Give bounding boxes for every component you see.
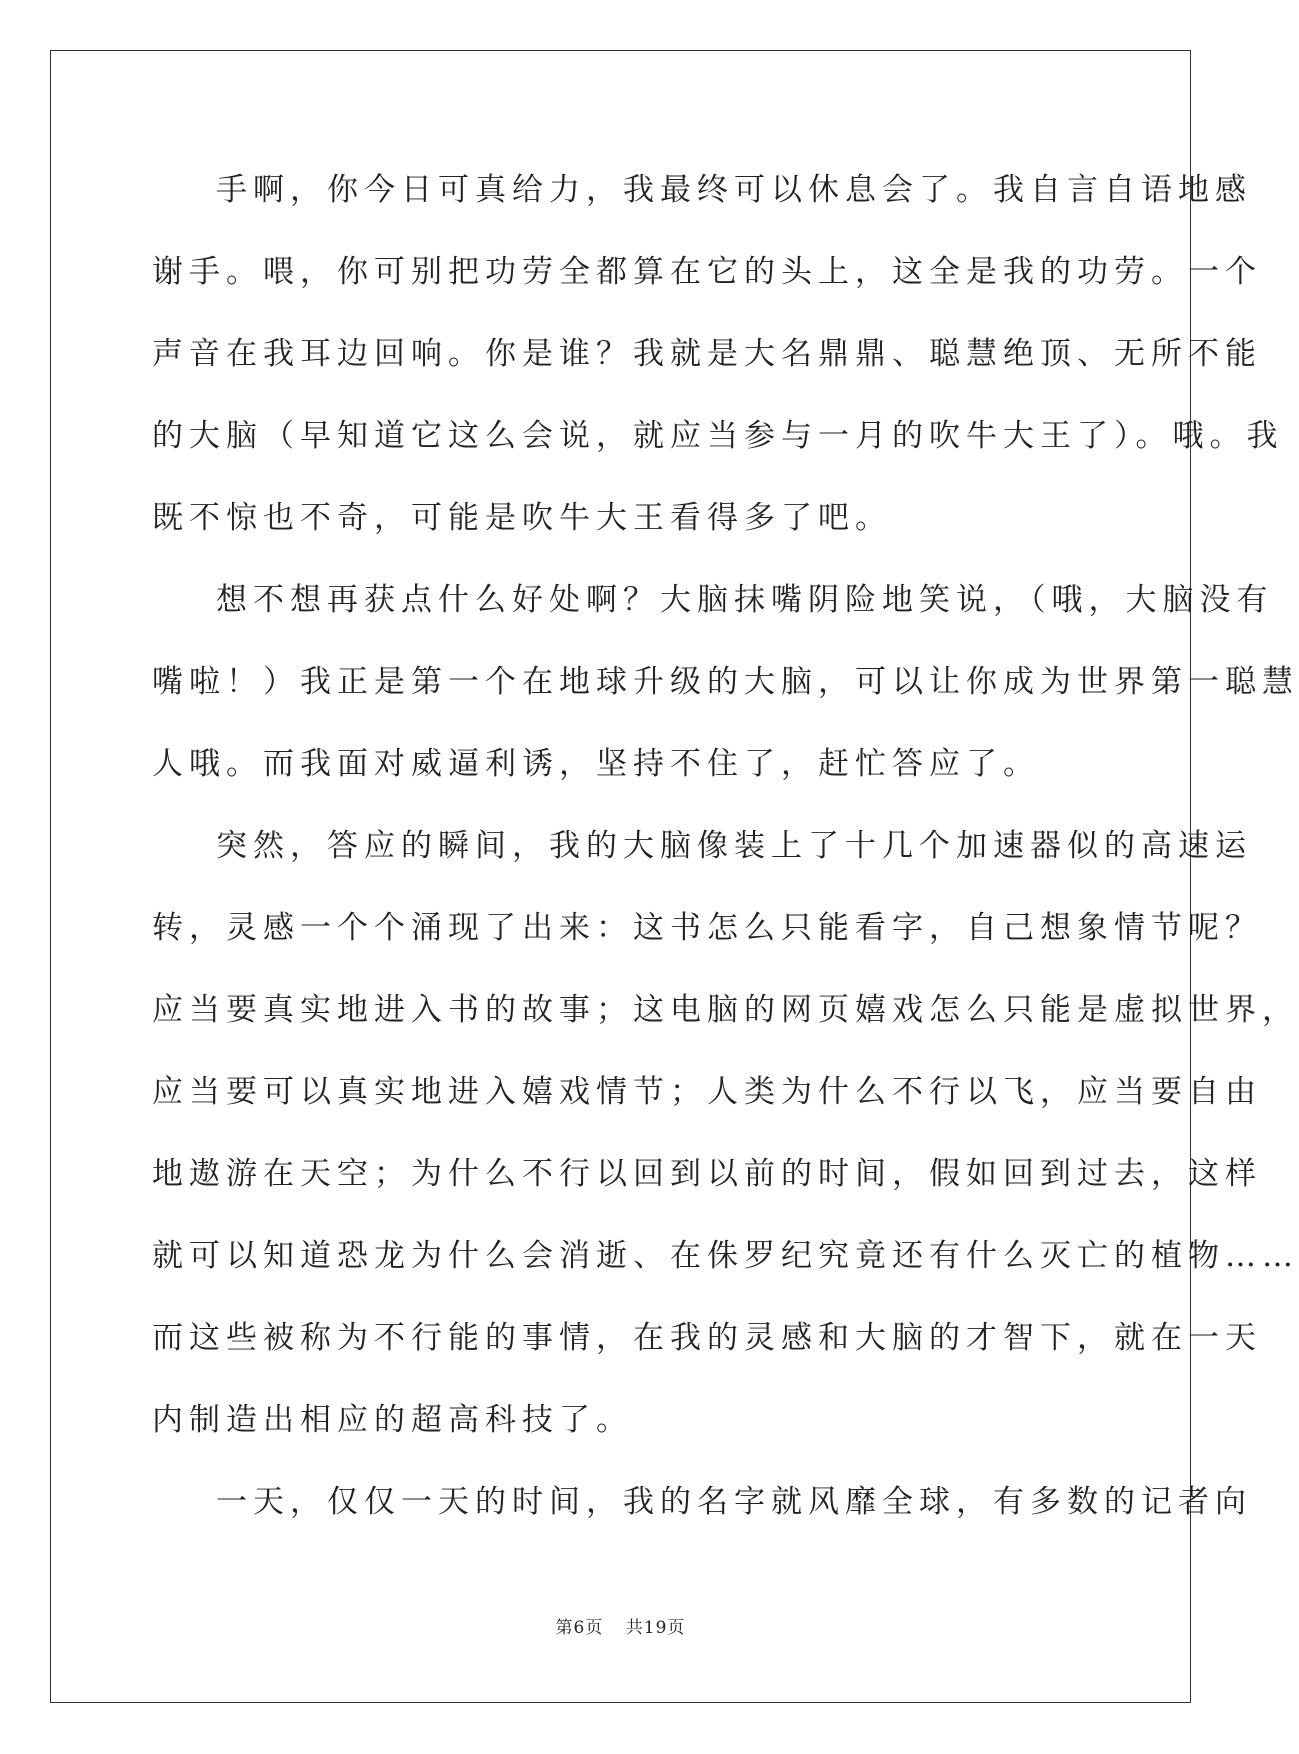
text-line: 声音在我耳边回响。你是谁？我就是大名鼎鼎、聪慧绝顶、无所不能 <box>152 336 1262 372</box>
text-line: 应当要真实地进入书的故事；这电脑的网页嬉戏怎么只能是虚拟世界， <box>152 992 1299 1028</box>
text-line: 应当要可以真实地进入嬉戏情节；人类为什么不行以飞，应当要自由 <box>152 1074 1262 1110</box>
text-line: 突然，答应的瞬间，我的大脑像装上了十几个加速器似的高速运 <box>216 828 1252 864</box>
text-line: 而这些被称为不行能的事情，在我的灵感和大脑的才智下，就在一天 <box>152 1320 1262 1356</box>
text-line: 人哦。而我面对威逼利诱，坚持不住了，赶忙答应了。 <box>152 746 1040 782</box>
document-body <box>152 155 1299 1549</box>
text-line: 谢手。喂，你可别把功劳全都算在它的头上，这全是我的功劳。一个 <box>152 254 1262 290</box>
text-line: 地遨游在天空；为什么不行以回到以前的时间，假如回到过去，这样 <box>152 1156 1262 1192</box>
text-line: 转，灵感一个个涌现了出来：这书怎么只能看字，自己想象情节呢？ <box>152 910 1262 946</box>
text-line: 内制造出相应的超高科技了。 <box>152 1402 633 1438</box>
total-pages: 共19页 <box>625 1618 686 1638</box>
text-line: 手啊，你今日可真给力，我最终可以休息会了。我自言自语地感 <box>216 172 1252 208</box>
text-line: 想不想再获点什么好处啊？大脑抹嘴阴险地笑说，（哦，大脑没有 <box>216 582 1274 618</box>
text-line: 一天，仅仅一天的时间，我的名字就风靡全球，有多数的记者向 <box>216 1484 1252 1520</box>
text-line: 就可以知道恐龙为什么会消逝、在侏罗纪究竟还有什么灭亡的植物…… <box>152 1238 1299 1274</box>
text-line: 嘴啦！）我正是第一个在地球升级的大脑，可以让你成为世界第一聪慧 <box>152 664 1299 700</box>
text-line: 的大脑（早知道它这么会说，就应当参与一月的吹牛大王了）。哦。我 <box>152 418 1284 454</box>
text-line: 既不惊也不奇，可能是吹牛大王看得多了吧。 <box>152 500 892 536</box>
page-number: 第6页 <box>555 1618 604 1638</box>
page-footer <box>0 1613 1241 1638</box>
